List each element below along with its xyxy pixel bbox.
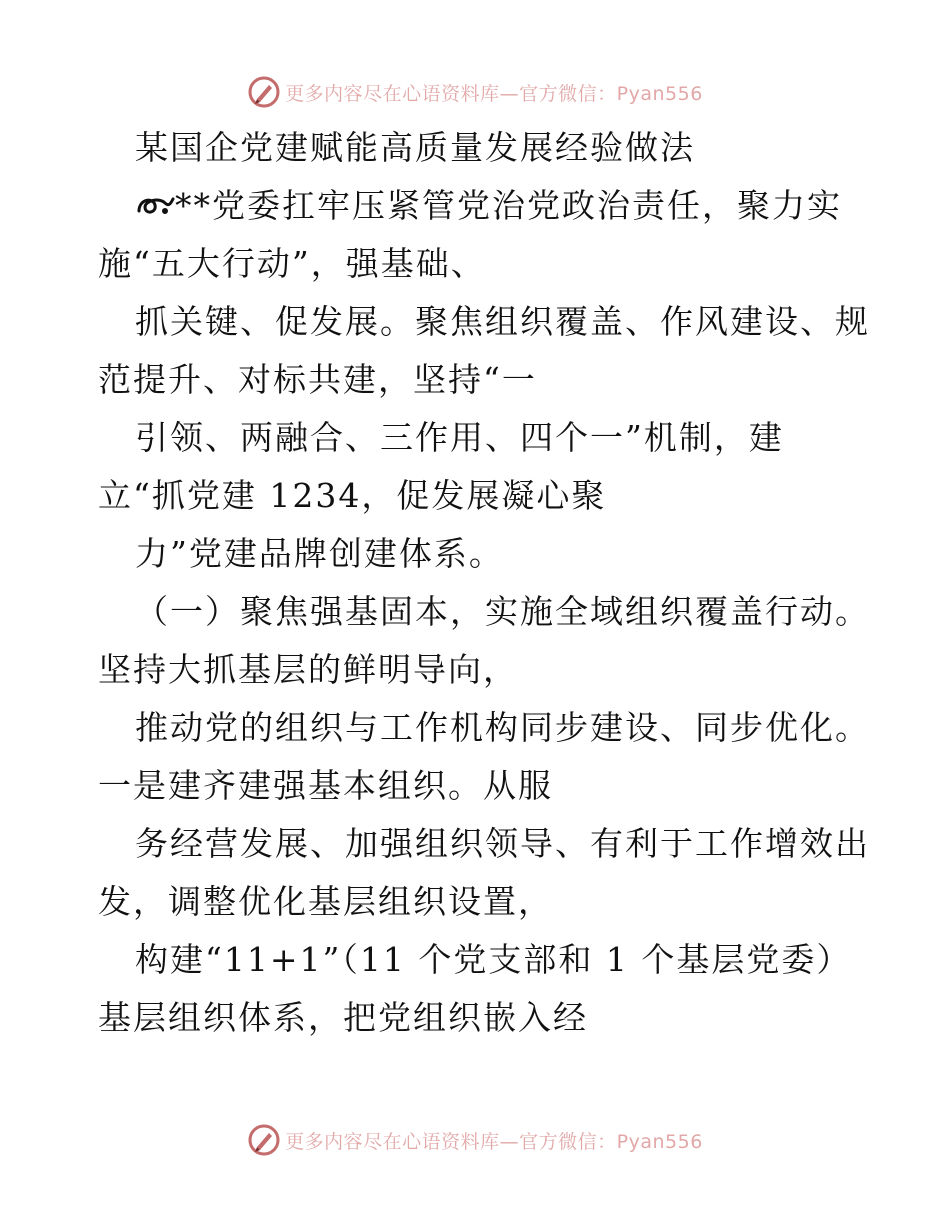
- paragraph-line: 基层组织体系，把党组织嵌入经: [98, 998, 588, 1037]
- paragraph-line: 范提升、对标共建，坚持“一: [98, 360, 537, 399]
- paragraph-line: [135, 186, 842, 226]
- section-heading: （一）聚焦强基固本，实施全域组织覆盖行动。: [135, 592, 870, 631]
- paragraph-line: 立“抓党建 1234，促发展凝心聚: [98, 476, 607, 515]
- watermark-header: [0, 72, 950, 112]
- paragraph-line: 务经营发展、加强组织领导、有利于工作增效出: [135, 824, 870, 863]
- watermark-footer: [0, 1120, 950, 1160]
- paragraph-line: 推动党的组织与工作机构同步建设、同步优化。: [135, 708, 870, 747]
- ornament-swirl-icon: [135, 191, 175, 219]
- document-title: 某国企党建赋能高质量发展经验做法: [135, 128, 695, 167]
- paragraph-line: 施“五大行动”，强基础、: [98, 244, 486, 283]
- paragraph-line: 发，调整优化基层组织设置，: [98, 882, 553, 921]
- paragraph-line: 构建“11+1”（11 个党支部和 1 个基层党委）: [135, 940, 852, 979]
- paragraph-line: 抓关键、促发展。聚焦组织覆盖、作风建设、规: [135, 302, 870, 341]
- paragraph-line: 一是建齐建强基本组织。从服: [98, 766, 553, 805]
- paragraph-line: 引领、两融合、三作用、四个一”机制，建: [135, 418, 784, 457]
- watermark-text: 更多内容尽在心语资料库—官方微信：Pyan556: [285, 82, 703, 105]
- paragraph-text: **党委扛牢压紧管党治党政治责任，聚力实: [175, 186, 842, 225]
- paragraph-line: 力”党建品牌创建体系。: [135, 534, 504, 573]
- pen-logo-icon: [247, 75, 281, 109]
- watermark-text: 更多内容尽在心语资料库—官方微信：Pyan556: [285, 1130, 703, 1153]
- pen-logo-icon: [247, 1123, 281, 1157]
- paragraph-line: 坚持大抓基层的鲜明导向，: [98, 650, 518, 689]
